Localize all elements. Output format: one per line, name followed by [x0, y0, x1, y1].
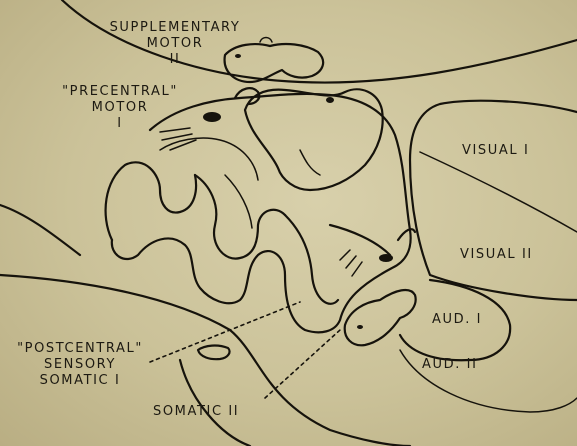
postcentral-leader	[150, 302, 300, 362]
label-line: MOTOR	[91, 100, 149, 115]
fold-1	[106, 162, 196, 240]
label-line: II	[169, 52, 181, 67]
inner-fold	[160, 138, 258, 180]
label-line: SENSORY	[43, 357, 117, 372]
label-line: MOTOR	[146, 36, 204, 51]
label-visual-ii: VISUAL II	[460, 247, 533, 262]
somatic-ii-leader	[265, 330, 340, 398]
rat-figurine-somatic-ii	[198, 346, 230, 360]
label-visual-i: VISUAL I	[462, 143, 530, 158]
rat-figurine-postcentral	[345, 290, 416, 345]
label-somatic-ii: SOMATIC II	[153, 404, 240, 419]
visual-region-outline	[410, 101, 577, 300]
lower-whiskers	[340, 250, 362, 276]
label-aud-ii: AUD. II	[422, 357, 478, 372]
midline-boundary	[0, 205, 80, 255]
label-supplementary-motor	[100, 20, 250, 68]
motor-eye-icon	[203, 112, 221, 122]
fold-3	[285, 215, 338, 304]
label-precentral-motor	[55, 84, 185, 132]
lower-ear	[398, 229, 415, 240]
fold-4	[330, 225, 390, 255]
bottom-left-boundary	[180, 360, 250, 446]
lower-eye-icon	[379, 254, 393, 262]
label-aud-i: AUD. I	[432, 312, 483, 327]
label-line: "POSTCENTRAL"	[17, 341, 143, 356]
inner-fold-2	[225, 175, 252, 228]
visual-divider	[420, 152, 577, 232]
label-line: I	[117, 116, 123, 131]
label-line: SOMATIC I	[39, 373, 121, 388]
label-postcentral-sensory	[5, 341, 155, 389]
rat-figurine-precentral	[245, 89, 383, 190]
fold-2	[195, 175, 285, 259]
label-line: SUPPLEMENTARY	[109, 20, 241, 35]
label-line: "PRECENTRAL"	[62, 84, 178, 99]
